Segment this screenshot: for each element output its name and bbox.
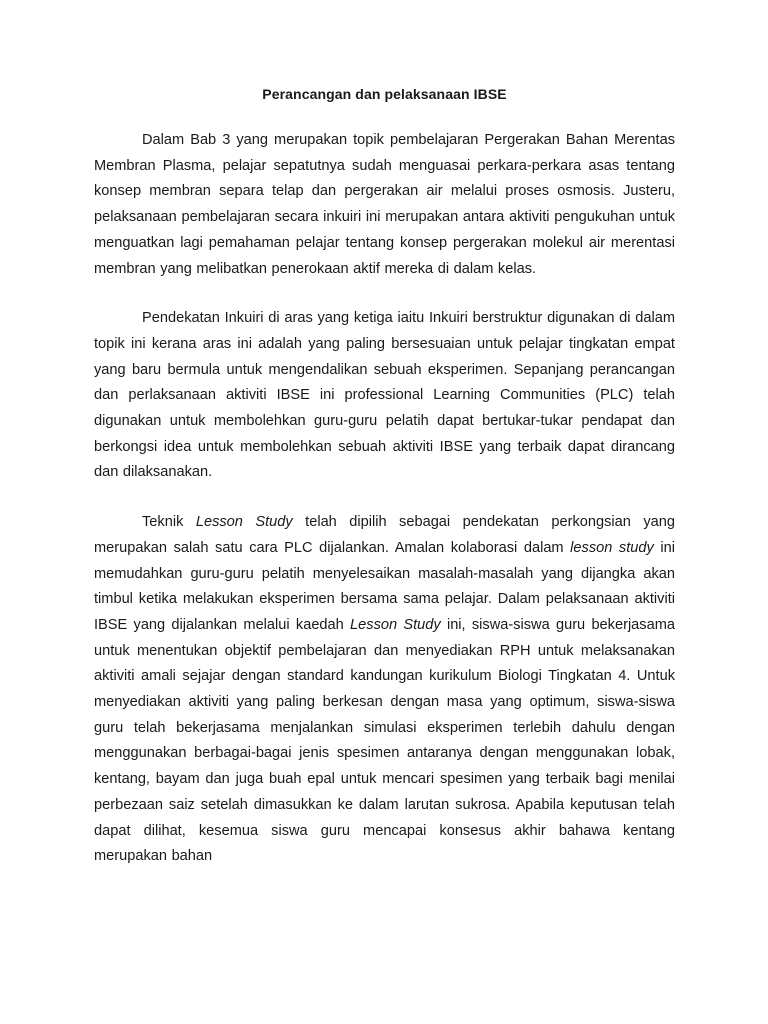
paragraph-text: Pendekatan Inkuiri di aras yang ketiga iaitu Inkuiri berstruktur digunakan di dalam topik ini kerana aras ini adalah yang paling bersesuaian untuk pelajar tingkatan empat yang baru bermula untuk mengendalikan sebuah eksperimen. Sepanjang perancangan dan perlaksanaan aktiviti IBSE ini professional Learning Communities (PLC) telah digunakan untuk membolehkan guru-guru pelatih dapat bertukar-tukar pendapat dan berkongsi idea untuk membolehkan sebuah aktiviti IBSE yang terbaik dapat dirancang dan dilaksanakan. [94, 310, 675, 481]
paragraph-text: Teknik [142, 514, 196, 531]
paragraph-text: telah dipilih sebagai pendekatan perkongsian yang merupakan salah satu cara PLC dijalankan. Amalan kolaborasi dalam [94, 514, 675, 556]
paragraph-text: Dalam Bab 3 yang merupakan topik pembelajaran Pergerakan Bahan Merentas Membran Plasma, pelajar sepatutnya sudah menguasai perkara-perkara asas tentang konsep membran separa telap dan pergerakan air melalui proses osmosis. Justeru, pelaksanaan pembelajaran secara inkuiri ini merupakan antara aktiviti pengukuhan untuk menguatkan lagi pemahaman pelajar tentang konsep pergerakan molekul air merentasi membran yang melibatkan penerokaan aktif mereka di dalam kelas. [94, 132, 675, 277]
italic-term: Lesson Study [195, 514, 293, 531]
paragraph-text: ini, siswa-siswa guru bekerjasama untuk menentukan objektif pembelajaran dan menyediakan RPH untuk melaksanakan aktiviti amali sejajar dengan standard kandungan kurikulum Biologi Tingkatan 4. Untuk menyediakan aktiviti yang paling berkesan dengan masa yang optimum, siswa-siswa guru telah bekerjasama menjalankan simulasi eksperimen terlebih dahulu dengan menggunakan berbagai-bagai jenis spesimen antaranya dengan menggunakan lobak, kentang, bayam dan juga buah epal untuk mencari spesimen yang terbaik bagi menilai perbezaan saiz setelah dimasukkan ke dalam larutan sukrosa. Apabila keputusan telah dapat dilihat, kesemua siswa guru mencapai konsesus akhir bahawa kentang merupakan bahan [94, 616, 675, 865]
paragraph-2 [94, 306, 675, 486]
italic-term: lesson study [570, 539, 654, 556]
italic-term: Lesson Study [350, 616, 441, 633]
paragraph-text: ini memudahkan guru-guru pelatih menyelesaikan masalah-masalah yang dijangka akan timbul ketika melakukan eksperimen bersama sama pelajar. Dalam pelaksanaan aktiviti IBSE yang dijalankan melalui kaedah [94, 539, 676, 633]
paragraph-3 [94, 510, 675, 870]
paragraph-1 [94, 128, 675, 282]
document-title: Perancangan dan pelaksanaan IBSE [262, 86, 507, 102]
